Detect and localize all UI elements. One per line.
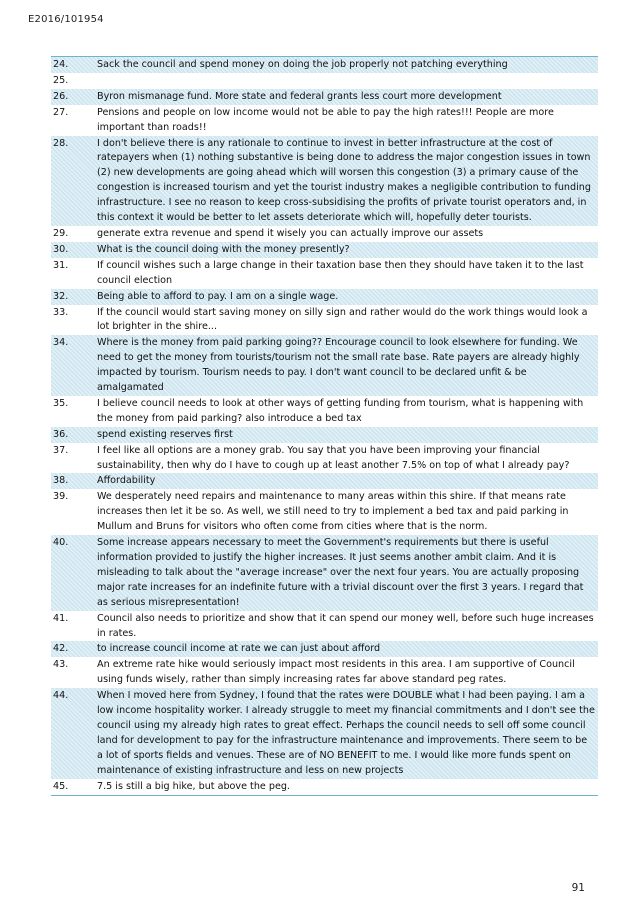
row-comment: I feel like all options are a money grab. You say that you have been improving your financial sustainability, then why do I have to cough up at least another 7.5% on top of what I already pay?: [97, 444, 570, 471]
row-number: 39.: [53, 491, 69, 503]
row-number: 42.: [53, 643, 69, 655]
row-number: 30.: [53, 243, 69, 255]
table-row: [51, 473, 598, 489]
row-number: 45.: [53, 780, 69, 792]
row-comment: If the council would start saving money on silly sign and rather would do the work things would look a lot brighter in the shire...: [97, 306, 588, 333]
table-row: [51, 242, 598, 258]
row-number: 34.: [53, 337, 69, 349]
row-number: 41.: [53, 612, 69, 624]
row-number: 25.: [53, 74, 69, 86]
table-row: [51, 657, 598, 688]
row-number: 33.: [53, 306, 69, 318]
row-number: 43.: [53, 659, 69, 671]
page-number: 91: [571, 882, 585, 894]
row-comment: Being able to afford to pay. I am on a single wage.: [97, 290, 339, 302]
row-comment: I don't believe there is any rationale to continue to invest in better infrastructure at the cost of ratepayers when (1) nothing substantive is being done to address the major congestion issues in town (2) new developments are going ahead which will worsen this congestion (3) a primary cause of the congestion is increased tourism and yet the tourist industry makes a negligible contribution to funding infrastructure. I see no reason to keep cross-subsidising the profits of private tourist operators and, in this context it would be better to let assets deteriorate which will, hopefully deter tourists.: [97, 137, 591, 224]
row-comment: to increase council income at rate we can just about afford: [97, 643, 381, 655]
table-row: [51, 226, 598, 242]
row-number: 31.: [53, 259, 69, 271]
row-number: 26.: [53, 90, 69, 102]
table-row: [51, 443, 598, 474]
row-comment: spend existing reserves first: [97, 428, 233, 440]
row-comment: I believe council needs to look at other ways of getting funding from tourism, what is happening with the money from paid parking? also introduce a bed tax: [97, 397, 584, 424]
table-row: [51, 535, 598, 611]
row-comment: 7.5 is still a big hike, but above the peg.: [97, 780, 290, 792]
table-row: [51, 641, 598, 657]
row-number: 40.: [53, 537, 69, 549]
table-row: [51, 289, 598, 305]
row-comment: We desperately need repairs and maintenance to many areas within this shire. If that means rate increases then let it be so. As well, we still need to try to implement a bed tax and paid parking in Mullum and Bruns for visitors who often come from cities where that is the norm.: [97, 491, 569, 533]
table-row: [51, 105, 598, 136]
row-comment: Sack the council and spend money on doing the job properly not patching everything: [97, 59, 508, 70]
row-number: 44.: [53, 690, 69, 702]
row-comment: When I moved here from Sydney, I found that the rates were DOUBLE what I had been paying. I am a low income hospitality worker. I already struggle to meet my financial commitments and I don't see the council using my already high rates to great effect. Perhaps the council needs to sell off some council land for development to pay for the infrastructure maintenance and improvements. There seem to be a lot of sports fields and venues. These are of NO BENEFIT to me. I would like more funds spent on maintenance of existing infrastructure and less on new projects: [97, 690, 595, 776]
row-comment: What is the council doing with the money presently?: [97, 243, 350, 255]
row-comment: Affordability: [97, 475, 156, 487]
table-row: [51, 427, 598, 443]
comments-table: [51, 56, 598, 796]
table-row: [51, 611, 598, 642]
row-number: 38.: [53, 475, 69, 487]
row-comment: If council wishes such a large change in their taxation base then they should have taken it to the last council election: [97, 259, 584, 286]
row-number: 37.: [53, 444, 69, 456]
row-comment: Byron mismanage fund. More state and federal grants less court more development: [97, 90, 502, 102]
table-row: [51, 779, 598, 795]
row-comment: Where is the money from paid parking going?? Encourage council to look elsewhere for funding. We need to get the money from tourists/tourism not the small rate base. Rate payers are already highly impacted by tourism. Tourism needs to pay. I don't want council to be declared unfit & be amalgamated: [97, 337, 580, 394]
table-row: [51, 258, 598, 289]
row-comment: generate extra revenue and spend it wisely you can actually improve our assets: [97, 227, 484, 239]
table-row: [51, 396, 598, 427]
table-row: [51, 335, 598, 396]
table-row: [51, 73, 598, 89]
table-row: [51, 305, 598, 336]
row-comment: An extreme rate hike would seriously impact most residents in this area. I am supportive of Council using funds wisely, rather than simply increasing rates far above standard peg rates.: [97, 659, 575, 686]
row-number: 29.: [53, 227, 69, 239]
table-row: [51, 688, 598, 778]
row-comment: Pensions and people on low income would not be able to pay the high rates!!! People are more important than roads!!: [97, 106, 554, 133]
row-number: 35.: [53, 397, 69, 409]
table-row: [51, 489, 598, 535]
row-number: 28.: [53, 137, 69, 149]
row-number: 32.: [53, 290, 69, 302]
row-number: 27.: [53, 106, 69, 118]
document-reference: E2016/101954: [28, 14, 104, 25]
table-row: [51, 57, 598, 73]
row-number: 36.: [53, 428, 69, 440]
row-comment: Some increase appears necessary to meet the Government's requirements but there is useful information provided to justify the higher increases. It just seems another ambit claim. And it is misleading to talk about the "average increase" over the next four years. You are actually proposing major rate increases for an indefinite future with a trivial discount over the first 3 years. I regard that as serious misrepresentation!: [97, 537, 584, 608]
table-row: [51, 136, 598, 226]
row-comment: [97, 74, 595, 89]
table-row: [51, 89, 598, 105]
row-comment: Council also needs to prioritize and show that it can spend our money well, before such huge increases in rates.: [97, 612, 594, 639]
row-number: 24.: [53, 59, 69, 70]
